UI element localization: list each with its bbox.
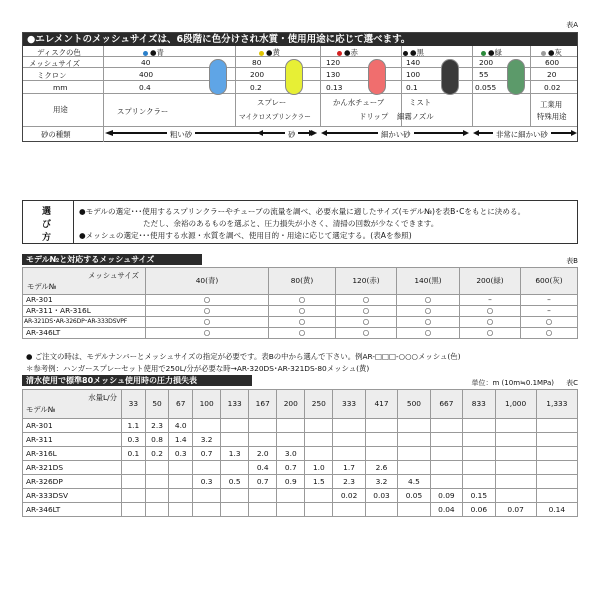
- pressure-loss-cell: [495, 447, 536, 461]
- pressure-loss-cell: 2.3: [333, 475, 365, 489]
- use-industrial: 工業用: [540, 100, 563, 109]
- selection-guide-label: 選 び 方: [23, 201, 74, 243]
- pressure-loss-cell: 0.07: [495, 503, 536, 517]
- model-cell: AR-326DP: [23, 475, 122, 489]
- tube-red-image: [368, 59, 386, 95]
- pressure-loss-cell: [249, 433, 277, 447]
- pressure-loss-cell: 3.2: [365, 475, 397, 489]
- table-b-header: 40(青): [146, 268, 269, 295]
- pressure-loss-cell: [495, 475, 536, 489]
- pressure-loss-cell: [495, 433, 536, 447]
- sand-medium: 砂: [285, 129, 298, 140]
- pressure-loss-cell: [169, 475, 193, 489]
- pressure-loss-cell: 3.2: [193, 433, 221, 447]
- pressure-loss-cell: 2.6: [365, 461, 397, 475]
- mesh-green: 200: [479, 58, 494, 67]
- flow-header: 1,333: [536, 390, 577, 419]
- pressure-loss-cell: [221, 461, 249, 475]
- pressure-loss-cell: [398, 447, 430, 461]
- table-row: AR-311・AR-316L ○ ○ ○ ○ ○ –: [23, 306, 578, 317]
- pressure-loss-cell: [430, 461, 462, 475]
- table-row: [23, 447, 578, 461]
- pressure-loss-cell: 1.3: [221, 447, 249, 461]
- table-row: [23, 503, 578, 517]
- pressure-loss-cell: [305, 447, 333, 461]
- pressure-loss-cell: 1.0: [305, 461, 333, 475]
- pressure-loss-cell: [305, 433, 333, 447]
- pressure-loss-cell: [463, 433, 495, 447]
- row-label-use: 用途: [53, 105, 68, 114]
- pressure-loss-cell: [398, 433, 430, 447]
- pressure-loss-cell: 0.14: [536, 503, 577, 517]
- pressure-loss-cell: [249, 419, 277, 433]
- model-cell: AR-316L: [23, 447, 122, 461]
- pressure-loss-cell: [430, 475, 462, 489]
- tube-yellow-image: [285, 59, 303, 95]
- model-cell: AR-321DS: [23, 461, 122, 475]
- pressure-loss-cell: 0.7: [277, 461, 305, 475]
- pressure-loss-cell: 0.09: [430, 489, 462, 503]
- pressure-loss-cell: [169, 489, 193, 503]
- flow-header: 833: [463, 390, 495, 419]
- disc-color-yellow: ●黄: [259, 47, 280, 58]
- table-row: AR-346LT ○ ○ ○ ○ ○ ○: [23, 328, 578, 339]
- pressure-loss-cell: 0.9: [277, 475, 305, 489]
- table-row: [23, 419, 578, 433]
- pressure-loss-cell: [145, 475, 169, 489]
- flow-header: 50: [145, 390, 169, 419]
- row-label-disc-color: ディスクの色: [37, 48, 81, 57]
- pressure-loss-cell: [145, 489, 169, 503]
- table-row: AR-301 ○ ○ ○ ○ – –: [23, 295, 578, 306]
- mm-blue: 0.4: [139, 83, 151, 92]
- use-sprinkler: スプリンクラー: [117, 107, 169, 116]
- flow-header: 100: [193, 390, 221, 419]
- mm-yellow: 0.2: [250, 83, 262, 92]
- mesh-blue: 40: [141, 58, 151, 67]
- pressure-loss-cell: [333, 433, 365, 447]
- table-a-label: 表A: [566, 21, 578, 29]
- use-drip: ドリップ: [359, 112, 389, 121]
- model-cell: AR-311: [23, 433, 122, 447]
- table-c-title: 清水使用で標準80メッシュ使用時の圧力損失表: [22, 375, 252, 386]
- table-b-title: モデル№と対応するメッシュサイズ: [22, 254, 202, 265]
- pressure-loss-cell: [463, 475, 495, 489]
- disc-color-red: ●赤: [337, 47, 358, 58]
- flow-header: 417: [365, 390, 397, 419]
- pressure-loss-cell: [463, 419, 495, 433]
- pressure-loss-cell: 0.3: [169, 447, 193, 461]
- micron-red: 130: [326, 70, 341, 79]
- pressure-loss-cell: [169, 461, 193, 475]
- pressure-loss-cell: [536, 461, 577, 475]
- table-row: AR-321DS･AR-326DP･AR-333DSVPF ○ ○ ○ ○ ○ ○: [23, 317, 578, 328]
- mesh-black: 140: [406, 58, 421, 67]
- selection-model-note: ただし、余裕のあるものを選ぶと、圧力損失が小さく、清掃の回数が少なくできます。: [143, 219, 439, 228]
- flow-header: 250: [305, 390, 333, 419]
- pressure-loss-cell: 0.05: [398, 489, 430, 503]
- pressure-loss-cell: [495, 419, 536, 433]
- flow-header: 133: [221, 390, 249, 419]
- flow-header: 67: [169, 390, 193, 419]
- pressure-loss-cell: [122, 503, 146, 517]
- flow-header: 33: [122, 390, 146, 419]
- pressure-loss-cell: 1.1: [122, 419, 146, 433]
- tube-black-image: [441, 59, 459, 95]
- mm-green: 0.055: [475, 83, 497, 92]
- table-c: [22, 389, 578, 517]
- table-row: [23, 475, 578, 489]
- mesh-red: 120: [326, 58, 341, 67]
- pressure-loss-cell: 4.0: [169, 419, 193, 433]
- pressure-loss-cell: [536, 433, 577, 447]
- micron-blue: 400: [139, 70, 154, 79]
- selection-model-text: ●モデルの選定･･･使用するスプリンクラーやチューブの流量を調べ、必要水量に適したサイズ(モデル№)を表B･Cをもとに決める。: [79, 207, 526, 216]
- pressure-loss-cell: 1.4: [169, 433, 193, 447]
- pressure-loss-cell: 0.7: [249, 475, 277, 489]
- pressure-loss-cell: [536, 419, 577, 433]
- pressure-loss-cell: [536, 489, 577, 503]
- pressure-loss-cell: [333, 503, 365, 517]
- pressure-loss-cell: [333, 447, 365, 461]
- disc-color-black: ●黒: [403, 47, 424, 58]
- pressure-loss-cell: [398, 419, 430, 433]
- use-fine-nozzle: 細霧ノズル: [397, 112, 434, 121]
- row-label-micron: ミクロン: [37, 71, 67, 80]
- pressure-loss-cell: [495, 489, 536, 503]
- table-row: [23, 489, 578, 503]
- table-a-header: ●エレメントのメッシュサイズは、6段階に色分けされ水質・使用用途に応じて選べます。: [23, 33, 577, 46]
- pressure-loss-cell: [193, 461, 221, 475]
- model-cell: AR-346LT: [23, 503, 122, 517]
- pressure-loss-cell: [277, 489, 305, 503]
- pressure-loss-cell: [398, 503, 430, 517]
- pressure-loss-cell: 0.5: [221, 475, 249, 489]
- pressure-loss-cell: [277, 503, 305, 517]
- pressure-loss-cell: [536, 475, 577, 489]
- pressure-loss-cell: [463, 461, 495, 475]
- pressure-loss-cell: 0.4: [249, 461, 277, 475]
- sand-very-fine: 非常に細かい砂: [493, 129, 551, 140]
- pressure-loss-cell: [193, 503, 221, 517]
- table-b-header: 140(黒): [397, 268, 460, 295]
- selection-mesh-text: ●メッシュの選定･･･使用する水源・水質を調べ、使用目的・用途に応じて選定する。(表Aを参照): [79, 231, 412, 240]
- micron-green: 55: [479, 70, 489, 79]
- flow-header: 1,000: [495, 390, 536, 419]
- table-row: [23, 461, 578, 475]
- sand-fine: 細かい砂: [378, 129, 414, 140]
- use-special: 特殊用途: [537, 112, 567, 121]
- pressure-loss-cell: [221, 419, 249, 433]
- pressure-loss-cell: 1.5: [305, 475, 333, 489]
- table-b-label: 表B: [566, 257, 578, 265]
- pressure-loss-cell: [277, 433, 305, 447]
- flow-header: 667: [430, 390, 462, 419]
- mm-gray: 0.02: [544, 83, 561, 92]
- pressure-loss-cell: [365, 433, 397, 447]
- pressure-loss-cell: [221, 489, 249, 503]
- flow-header: 333: [333, 390, 365, 419]
- row-label-sand: 砂の種類: [41, 130, 71, 139]
- table-b-header: 120(赤): [336, 268, 397, 295]
- disc-color-green: ●緑: [481, 47, 502, 58]
- pressure-loss-cell: [365, 503, 397, 517]
- table-row: [23, 433, 578, 447]
- pressure-loss-cell: [249, 489, 277, 503]
- pressure-loss-cell: 0.06: [463, 503, 495, 517]
- selection-guide: [22, 200, 578, 244]
- table-b-header: 600(灰): [521, 268, 578, 295]
- pressure-loss-cell: [365, 419, 397, 433]
- pressure-loss-cell: [430, 447, 462, 461]
- micron-gray: 20: [547, 70, 557, 79]
- pressure-loss-cell: 0.02: [333, 489, 365, 503]
- micron-black: 100: [406, 70, 421, 79]
- table-b-note: ● ご注文の時は、モデルナンバーとメッシュサイズの指定が必要です。表Bの中から選んで下さい。例AR-□□□-○○○メッシュ(色): [26, 352, 461, 361]
- pressure-loss-cell: 0.2: [145, 447, 169, 461]
- pressure-loss-cell: [463, 447, 495, 461]
- pressure-loss-cell: [122, 475, 146, 489]
- sand-coarse: 粗い砂: [167, 129, 195, 140]
- use-mist: ミスト: [409, 98, 432, 107]
- table-c-label: 表C: [566, 379, 578, 387]
- pressure-loss-cell: 0.03: [365, 489, 397, 503]
- pressure-loss-cell: [145, 503, 169, 517]
- table-b: [22, 267, 578, 339]
- flow-header: 200: [277, 390, 305, 419]
- mesh-gray: 600: [545, 58, 560, 67]
- pressure-loss-cell: 0.3: [122, 433, 146, 447]
- pressure-loss-cell: 0.1: [122, 447, 146, 461]
- pressure-loss-cell: [398, 461, 430, 475]
- use-spray: スプレー: [257, 98, 287, 107]
- model-cell: AR-333DSV: [23, 489, 122, 503]
- pressure-loss-cell: 2.3: [145, 419, 169, 433]
- table-b-header: 80(黄): [269, 268, 336, 295]
- pressure-loss-cell: [430, 433, 462, 447]
- model-cell: AR-301: [23, 419, 122, 433]
- pressure-loss-cell: [277, 419, 305, 433]
- pressure-loss-cell: [193, 419, 221, 433]
- use-kansui-tube: かん水チューブ: [333, 98, 385, 107]
- pressure-loss-cell: 0.3: [193, 475, 221, 489]
- pressure-loss-cell: [495, 461, 536, 475]
- pressure-loss-cell: [536, 447, 577, 461]
- tube-green-image: [507, 59, 525, 95]
- pressure-loss-cell: [305, 489, 333, 503]
- use-micro-sprinkler: マイクロスプリンクラー: [239, 113, 311, 121]
- pressure-loss-cell: [430, 419, 462, 433]
- row-label-mm: mm: [53, 83, 68, 92]
- pressure-loss-cell: 0.7: [193, 447, 221, 461]
- row-label-mesh: メッシュサイズ: [29, 59, 80, 68]
- pressure-loss-cell: 0.04: [430, 503, 462, 517]
- table-b-corner: メッシュサイズ モデル№: [23, 268, 146, 295]
- mm-black: 0.1: [406, 83, 418, 92]
- table-b-header: 200(緑): [460, 268, 521, 295]
- pressure-loss-cell: [305, 419, 333, 433]
- pressure-loss-cell: [122, 461, 146, 475]
- disc-color-blue: ●青: [143, 47, 164, 58]
- pressure-loss-cell: [305, 503, 333, 517]
- table-c-unit: 単位：m (10m≒0.1MPa): [471, 379, 554, 387]
- mm-red: 0.13: [326, 83, 343, 92]
- pressure-loss-cell: [249, 503, 277, 517]
- pressure-loss-cell: [169, 503, 193, 517]
- pressure-loss-cell: [221, 503, 249, 517]
- flow-header: 167: [249, 390, 277, 419]
- pressure-loss-cell: [365, 447, 397, 461]
- micron-yellow: 200: [250, 70, 265, 79]
- pressure-loss-cell: [221, 433, 249, 447]
- pressure-loss-cell: 0.8: [145, 433, 169, 447]
- pressure-loss-cell: [145, 461, 169, 475]
- disc-color-gray: ●灰: [541, 47, 562, 58]
- table-a: [22, 32, 578, 142]
- pressure-loss-cell: 4.5: [398, 475, 430, 489]
- pressure-loss-cell: [333, 419, 365, 433]
- flow-header: 500: [398, 390, 430, 419]
- pressure-loss-cell: 0.15: [463, 489, 495, 503]
- table-c-corner: 水量L/分 モデル№: [23, 390, 122, 419]
- pressure-loss-cell: 1.7: [333, 461, 365, 475]
- pressure-loss-cell: 2.0: [249, 447, 277, 461]
- tube-blue-image: [209, 59, 227, 95]
- pressure-loss-cell: 3.0: [277, 447, 305, 461]
- pressure-loss-cell: [193, 489, 221, 503]
- mesh-yellow: 80: [252, 58, 262, 67]
- table-b-example: ＊参考例：ハンガースプレーセット使用で250L/分が必要な時→AR-320DS･AR-321DS-80メッシュ(黄): [26, 364, 370, 373]
- pressure-loss-cell: [122, 489, 146, 503]
